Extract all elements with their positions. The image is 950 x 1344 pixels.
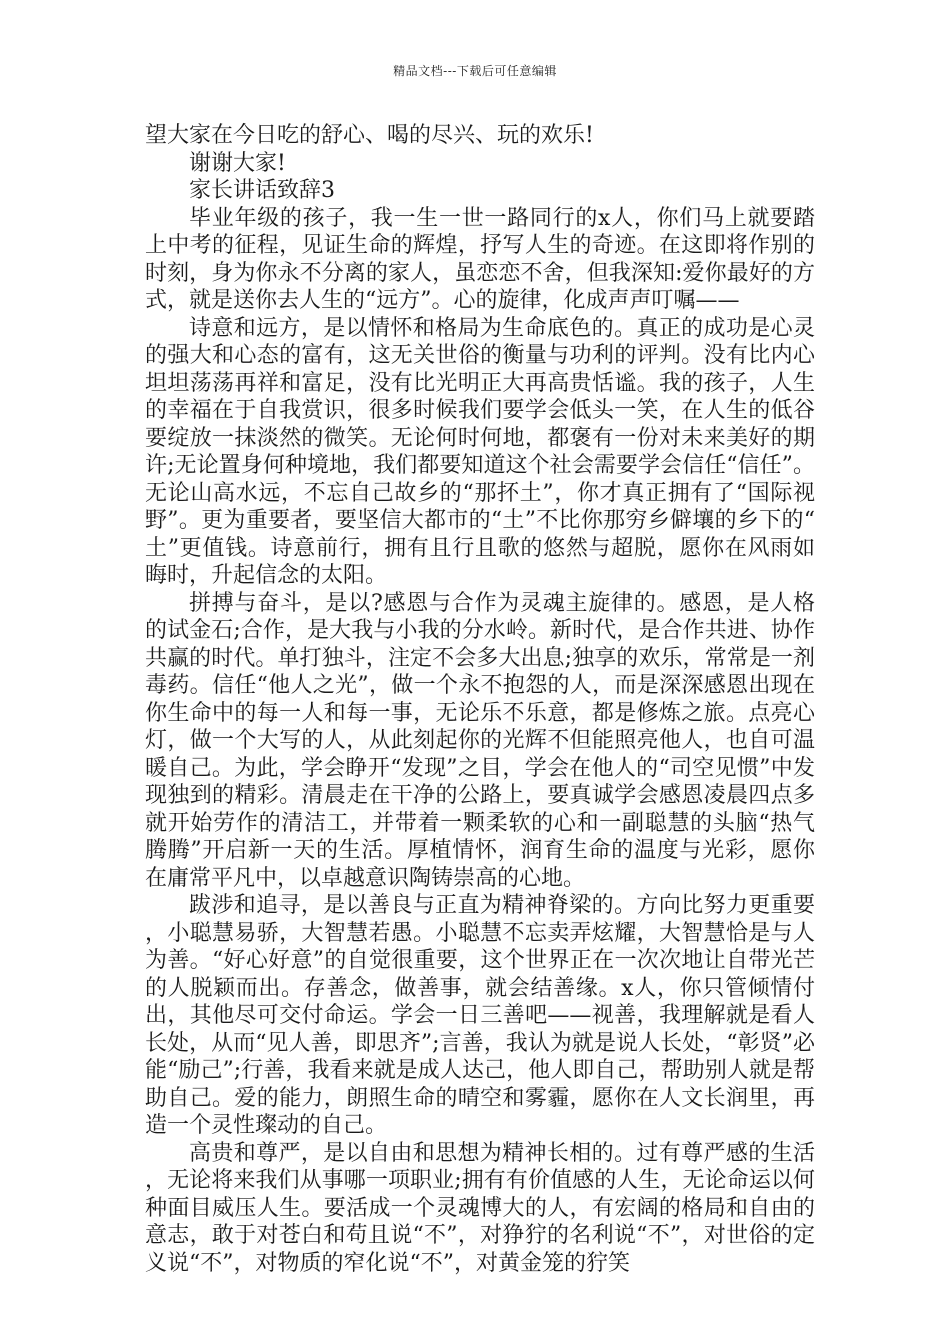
paragraph: 谢谢大家! bbox=[189, 150, 286, 176]
page-header: 精品文档---下载后可任意编辑 bbox=[393, 64, 557, 78]
paragraph: 拼搏与奋斗，是以?感恩与合作为灵魂主旋律的。感恩，是人格的试金石;合作，是大我与小我的分水岭。新时代，是合作共进、协作共赢的时代。单打独斗，注定不会多大出息;独享的欢乐，常常是一剂毒药。信任“他人之光”，做一个永不抱怨的人，而是深深感恩出现在你生命中的每一人和每一事，无论乐不乐意，都是修炼之旅。点亮心灯，做一个大写的人，从此刻起你的光辉不但能照亮他人，也自可温暖自己。为此，学会睁开“发现”之目，学会在他人的“司空见惯”中发现独到的精彩。清晨走在干净的公路上，要真诚学会感恩凌晨四点多就开始劳作的清洁工，并带着一颗柔软的心和一副聪慧的头脑“热气腾腾”开启新一天的生活。厚植情怀，润育生命的温度与光彩，愿你在庸常平凡中，以卓越意识陶铸崇高的心地。 bbox=[145, 590, 815, 891]
document-body bbox=[145, 122, 815, 1277]
paragraph: 跋涉和追寻，是以善良与正直为精神脊梁的。方向比努力更重要，小聪慧易骄，大智慧若愚。小聪慧不忘卖弄炫耀，大智慧恰是与人为善。“好心好意”的自觉很重要，这个世界正在一次次地让自带光芒的人脱颖而出。存善念，做善事，就会结善缘。x人，你只管倾情付出，其他尽可交付命运。学会一日三善吧——视善，我理解就是看人长处，从而“见人善，即思齐”;言善，我认为就是说人长处，“彰贤”必能“励己”;行善，我看来就是成人达己，他人即自己，帮助别人就是帮助自己。爱的能力，朗照生命的晴空和雾霾，愿你在人文长润里，再造一个灵性璨动的自己。 bbox=[145, 893, 815, 1138]
paragraph: 望大家在今日吃的舒心、喝的尽兴、玩的欢乐! bbox=[145, 123, 594, 148]
paragraph: 高贵和尊严，是以自由和思想为精神长相的。过有尊严感的生活，无论将来我们从事哪一项职业;拥有有价值感的人生，无论命运以何种面目威压人生。要活成一个灵魂博大的人，有宏阔的格局和自由的意志，敢于对苍白和苟且说“不”，对狰狞的名利说“不”，对世俗的定义说“不”，对物质的窄化说“不”，对黄金笼的狞笑 bbox=[145, 1140, 815, 1276]
paragraph: 毕业年级的孩子，我一生一世一路同行的x人，你们马上就要踏上中考的征程，见证生命的辉煌，抒写人生的奇迹。在这即将作别的时刻，身为你永不分离的家人，虽恋恋不舍，但我深知:爱你最好的方式，就是送你去人生的“远方”。心的旋律，化成声声叮嘱—— bbox=[145, 205, 815, 313]
section-heading: 家长讲话致辞3 bbox=[189, 178, 335, 203]
paragraph: 诗意和远方，是以情怀和格局为生命底色的。真正的成功是心灵的强大和心态的富有，这无关世俗的衡量与功利的评判。没有比内心坦坦荡荡再祥和富足，没有比光明正大再高贵恬谧。我的孩子，人生的幸福在于自我赏识，很多时候我们要学会低头一笑，在人生的低谷要绽放一抹淡然的微笑。无论何时何地，都褒有一份对未来美好的期许;无论置身何种境地，我们都要知道这个社会需要学会信任“信任”。无论山高水远，不忘自己故乡的“那抔土”，你才真正拥有了“国际视野”。更为重要者，要坚信大都市的“土”不比你那穷乡僻壤的乡下的“土”更值钱。诗意前行，拥有且行且歌的悠然与超脱，愿你在风雨如晦时，升起信念的太阳。 bbox=[145, 315, 815, 588]
